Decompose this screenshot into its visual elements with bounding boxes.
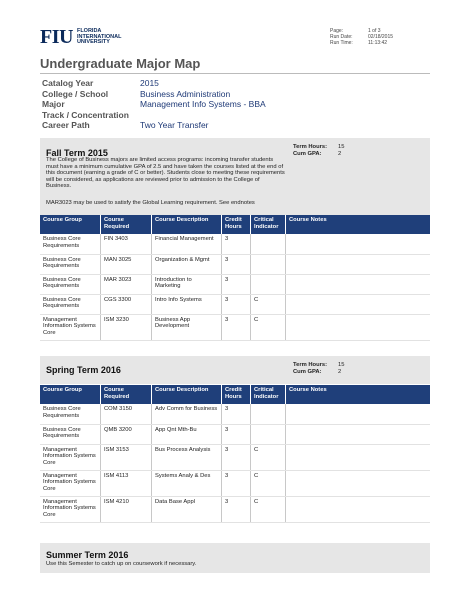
cell-hours: 3 bbox=[222, 404, 251, 424]
fiu-logo bbox=[40, 26, 121, 49]
cell-desc: App Qnt Mth-Bu bbox=[152, 424, 222, 444]
cum-gpa-value: 2 bbox=[338, 369, 342, 375]
info-label: Major bbox=[42, 99, 65, 109]
cell-desc: Business App Development bbox=[152, 314, 222, 340]
col-credit-hours: Credit Hours bbox=[222, 385, 251, 404]
term-hours-value: 15 bbox=[338, 362, 345, 368]
cell-critical bbox=[251, 424, 286, 444]
cell-course: FIN 3403 bbox=[101, 234, 152, 254]
page-title: Undergraduate Major Map bbox=[40, 56, 201, 71]
col-course-required: Course Required bbox=[101, 385, 152, 404]
term-title: Summer Term 2016 bbox=[46, 550, 129, 560]
cell-desc: Introduction to Marketing bbox=[152, 274, 222, 294]
info-label: Catalog Year bbox=[42, 78, 94, 88]
meta-value: 02/18/2015 bbox=[368, 34, 394, 41]
cell-course: MAR 3023 bbox=[101, 274, 152, 294]
cell-notes bbox=[286, 274, 431, 294]
term-description: The College of Business majors are limited access programs: incoming transfer students must have a minimum cumulative GPA of 2.5 and have taken the courses listed at the end of this document (earning a grade of C or better). Students close to meeting these requirements will be considered, as applications are reviewed prior to admission to the College of Business. bbox=[46, 157, 285, 190]
cell-group: Business Core Requirements bbox=[40, 254, 101, 274]
term-title: Fall Term 2015 bbox=[46, 148, 108, 158]
cell-course: ISM 3153 bbox=[101, 444, 152, 470]
cell-critical: C bbox=[251, 294, 286, 314]
cell-hours: 3 bbox=[222, 470, 251, 496]
title-divider bbox=[40, 73, 430, 74]
cum-gpa-label: Cum GPA: bbox=[293, 369, 322, 375]
cell-group: Business Core Requirements bbox=[40, 234, 101, 254]
col-course-group: Course Group bbox=[40, 385, 101, 404]
info-value: 2015 bbox=[140, 78, 159, 88]
cell-hours: 3 bbox=[222, 496, 251, 522]
table-row bbox=[40, 254, 430, 274]
col-credit-hours: Credit Hours bbox=[222, 215, 251, 234]
col-course-description: Course Description bbox=[152, 215, 222, 234]
table-row bbox=[40, 234, 430, 254]
cell-course: ISM 4113 bbox=[101, 470, 152, 496]
table-row bbox=[40, 294, 430, 314]
cell-desc: Intro Info Systems bbox=[152, 294, 222, 314]
cell-desc: Systems Analy & Des bbox=[152, 470, 222, 496]
cell-hours: 3 bbox=[222, 234, 251, 254]
cell-group: Business Core Requirements bbox=[40, 274, 101, 294]
term-hours-label: Term Hours: bbox=[293, 362, 328, 368]
fall-course-table bbox=[40, 215, 430, 341]
logo-sub-line: FLORIDA bbox=[76, 28, 102, 35]
table-row bbox=[40, 424, 430, 444]
table-row bbox=[40, 404, 430, 424]
cell-group: Management Information Systems Core bbox=[40, 496, 101, 522]
program-info bbox=[42, 78, 266, 131]
cell-hours: 3 bbox=[222, 294, 251, 314]
cell-notes bbox=[286, 314, 431, 340]
cell-course: QMB 3200 bbox=[101, 424, 152, 444]
cell-desc: Financial Management bbox=[152, 234, 222, 254]
col-course-required: Course Required bbox=[101, 215, 152, 234]
meta-label: Run Date: bbox=[330, 34, 353, 41]
cell-hours: 3 bbox=[222, 254, 251, 274]
cell-desc: Data Base Appl bbox=[152, 496, 222, 522]
cell-hours: 3 bbox=[222, 274, 251, 294]
cell-critical bbox=[251, 274, 286, 294]
spring-term-header bbox=[40, 356, 430, 384]
col-course-notes: Course Notes bbox=[286, 215, 431, 234]
info-label: Career Path bbox=[42, 120, 90, 130]
info-value: Two Year Transfer bbox=[140, 120, 209, 130]
cum-gpa-label: Cum GPA: bbox=[293, 151, 322, 157]
cell-notes bbox=[286, 470, 431, 496]
logo-text: FIU bbox=[40, 26, 73, 48]
cell-desc: Adv Comm for Business bbox=[152, 404, 222, 424]
cell-critical: C bbox=[251, 496, 286, 522]
cell-notes bbox=[286, 496, 431, 522]
cell-desc: Bus Process Analysis bbox=[152, 444, 222, 470]
cell-hours: 3 bbox=[222, 444, 251, 470]
cell-notes bbox=[286, 294, 431, 314]
cell-hours: 3 bbox=[222, 314, 251, 340]
info-value: Management Info Systems - BBA bbox=[140, 99, 266, 109]
term-description: Use this Semester to catch up on coursework if necessary. bbox=[46, 561, 197, 567]
cell-desc: Organization & Mgmt bbox=[152, 254, 222, 274]
cell-course: ISM 3230 bbox=[101, 314, 152, 340]
info-label: Track / Concentration bbox=[42, 109, 129, 120]
summer-term-header bbox=[40, 543, 430, 573]
cell-course: CGS 3300 bbox=[101, 294, 152, 314]
table-header-row bbox=[40, 385, 430, 404]
cell-group: Business Core Requirements bbox=[40, 294, 101, 314]
cell-course: ISM 4210 bbox=[101, 496, 152, 522]
table-row bbox=[40, 470, 430, 496]
cell-hours: 3 bbox=[222, 424, 251, 444]
col-course-description: Course Description bbox=[152, 385, 222, 404]
cell-group: Business Core Requirements bbox=[40, 424, 101, 444]
logo-sub-line: UNIVERSITY bbox=[76, 39, 110, 46]
term-stats bbox=[293, 362, 344, 376]
col-critical-indicator: Critical Indicator bbox=[251, 385, 286, 404]
table-row bbox=[40, 274, 430, 294]
meta-value: 1 of 3 bbox=[368, 28, 381, 34]
table-row bbox=[40, 444, 430, 470]
cell-critical bbox=[251, 254, 286, 274]
cell-notes bbox=[286, 254, 431, 274]
cell-course: COM 3150 bbox=[101, 404, 152, 424]
term-stats bbox=[293, 144, 344, 158]
col-course-group: Course Group bbox=[40, 215, 101, 234]
spring-course-table bbox=[40, 385, 430, 523]
cell-critical bbox=[251, 234, 286, 254]
cell-group: Management Information Systems Core bbox=[40, 470, 101, 496]
info-label: College / School bbox=[42, 88, 109, 99]
fall-term-header bbox=[40, 138, 430, 216]
run-meta bbox=[330, 28, 393, 47]
cell-critical: C bbox=[251, 470, 286, 496]
cell-group: Management Information Systems Core bbox=[40, 314, 101, 340]
term-hours-value: 15 bbox=[338, 144, 345, 150]
col-course-notes: Course Notes bbox=[286, 385, 431, 404]
meta-value: 11:13:42 bbox=[368, 40, 388, 47]
meta-label: Run Time: bbox=[330, 40, 353, 47]
cell-notes bbox=[286, 444, 431, 470]
cell-notes bbox=[286, 234, 431, 254]
col-critical-indicator: Critical Indicator bbox=[251, 215, 286, 234]
cell-notes bbox=[286, 404, 431, 424]
cell-critical: C bbox=[251, 314, 286, 340]
term-note: MAR3023 may be used to satisfy the Global Learning requirement. See endnotes bbox=[46, 200, 255, 206]
cell-group: Management Information Systems Core bbox=[40, 444, 101, 470]
cell-course: MAN 3025 bbox=[101, 254, 152, 274]
term-hours-label: Term Hours: bbox=[293, 144, 328, 150]
table-row bbox=[40, 314, 430, 340]
meta-label: Page: bbox=[330, 28, 344, 34]
cum-gpa-value: 2 bbox=[338, 151, 342, 157]
table-header-row bbox=[40, 215, 430, 234]
logo-subtitle bbox=[77, 29, 122, 46]
logo-sub-line: INTERNATIONAL bbox=[76, 33, 122, 40]
info-value: Business Administration bbox=[140, 88, 231, 99]
cell-critical bbox=[251, 404, 286, 424]
term-title: Spring Term 2016 bbox=[46, 365, 121, 375]
cell-group: Business Core Requirements bbox=[40, 404, 101, 424]
cell-critical: C bbox=[251, 444, 286, 470]
cell-notes bbox=[286, 424, 431, 444]
table-row bbox=[40, 496, 430, 522]
